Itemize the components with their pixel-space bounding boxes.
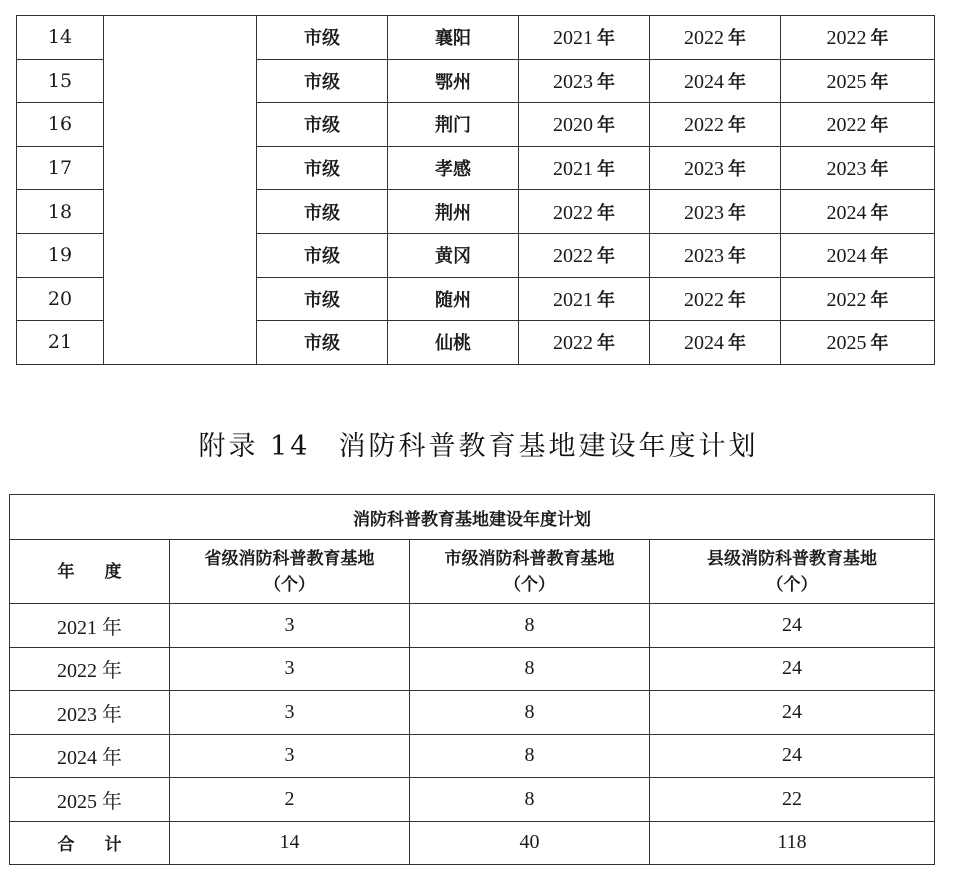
year-cell: 2024 年: [10, 734, 170, 778]
appendix-heading: [0, 424, 957, 463]
city-cell: 黄冈: [388, 233, 519, 277]
total-county: 118: [650, 821, 935, 865]
table-caption: 消防科普教育基地建设年度计划: [10, 495, 935, 540]
year-mid-cell: 2024 年: [650, 321, 781, 365]
year-end-cell: 2024 年: [781, 233, 935, 277]
row-number: 21: [17, 321, 104, 365]
table-row: [17, 16, 935, 60]
total-provincial: 14: [170, 821, 410, 865]
city-cell: 随州: [388, 277, 519, 321]
city-cell: 荆州: [388, 190, 519, 234]
municipal-cell: 8: [410, 778, 650, 822]
municipal-cell: 8: [410, 734, 650, 778]
year-end-cell: 2025 年: [781, 59, 935, 103]
provincial-cell: 3: [170, 691, 410, 735]
year-cell: 2025 年: [10, 778, 170, 822]
total-row: [10, 821, 935, 865]
row-number: 19: [17, 233, 104, 277]
year-mid-cell: 2022 年: [650, 277, 781, 321]
table-row: [10, 647, 935, 691]
header-municipal: 市级消防科普教育基地 （个）: [410, 540, 650, 604]
level-cell: 市级: [257, 190, 388, 234]
year-end-cell: 2022 年: [781, 16, 935, 60]
county-cell: 24: [650, 734, 935, 778]
year-end-cell: 2022 年: [781, 277, 935, 321]
level-cell: 市级: [257, 103, 388, 147]
county-cell: 24: [650, 647, 935, 691]
municipal-cell: 8: [410, 604, 650, 648]
header-county: 县级消防科普教育基地 （个）: [650, 540, 935, 604]
year-end-cell: 2024 年: [781, 190, 935, 234]
municipal-cell: 8: [410, 647, 650, 691]
city-cell: 孝感: [388, 146, 519, 190]
year-mid-cell: 2024 年: [650, 59, 781, 103]
merged-category-cell: [104, 16, 257, 365]
year-mid-cell: 2023 年: [650, 190, 781, 234]
level-cell: 市级: [257, 146, 388, 190]
row-number: 17: [17, 146, 104, 190]
annual-plan-table: [9, 494, 935, 865]
year-start-cell: 2020 年: [519, 103, 650, 147]
appendix-title: 消防科普教育基地建设年度计划: [338, 431, 759, 462]
table-row: [10, 691, 935, 735]
row-number: 14: [17, 16, 104, 60]
municipal-cell: 8: [410, 691, 650, 735]
level-cell: 市级: [257, 321, 388, 365]
year-start-cell: 2021 年: [519, 277, 650, 321]
total-municipal: 40: [410, 821, 650, 865]
provincial-cell: 3: [170, 647, 410, 691]
row-number: 18: [17, 190, 104, 234]
year-end-cell: 2022 年: [781, 103, 935, 147]
appendix-label: 附录 14: [198, 431, 311, 462]
row-number: 16: [17, 103, 104, 147]
header-provincial: 省级消防科普教育基地 （个）: [170, 540, 410, 604]
year-start-cell: 2021 年: [519, 146, 650, 190]
year-cell: 2021 年: [10, 604, 170, 648]
row-number: 15: [17, 59, 104, 103]
year-mid-cell: 2023 年: [650, 146, 781, 190]
year-mid-cell: 2022 年: [650, 16, 781, 60]
table-row: [10, 604, 935, 648]
year-start-cell: 2022 年: [519, 233, 650, 277]
table-row: [10, 778, 935, 822]
year-end-cell: 2023 年: [781, 146, 935, 190]
provincial-cell: 2: [170, 778, 410, 822]
year-cell: 2022 年: [10, 647, 170, 691]
table-caption-row: [10, 495, 935, 540]
city-cell: 荆门: [388, 103, 519, 147]
level-cell: 市级: [257, 16, 388, 60]
year-cell: 2023 年: [10, 691, 170, 735]
header-year: 年度: [10, 540, 170, 604]
county-cell: 24: [650, 604, 935, 648]
county-cell: 22: [650, 778, 935, 822]
year-start-cell: 2023 年: [519, 59, 650, 103]
total-label: 合计: [10, 821, 170, 865]
level-cell: 市级: [257, 233, 388, 277]
provincial-cell: 3: [170, 734, 410, 778]
county-cell: 24: [650, 691, 935, 735]
year-start-cell: 2021 年: [519, 16, 650, 60]
year-mid-cell: 2022 年: [650, 103, 781, 147]
year-end-cell: 2025 年: [781, 321, 935, 365]
provincial-cell: 3: [170, 604, 410, 648]
level-cell: 市级: [257, 59, 388, 103]
year-start-cell: 2022 年: [519, 190, 650, 234]
table-row: [10, 734, 935, 778]
year-mid-cell: 2023 年: [650, 233, 781, 277]
city-cell: 襄阳: [388, 16, 519, 60]
city-plan-table: [16, 15, 935, 365]
year-start-cell: 2022 年: [519, 321, 650, 365]
city-cell: 鄂州: [388, 59, 519, 103]
row-number: 20: [17, 277, 104, 321]
table-header-row: [10, 540, 935, 604]
city-cell: 仙桃: [388, 321, 519, 365]
level-cell: 市级: [257, 277, 388, 321]
